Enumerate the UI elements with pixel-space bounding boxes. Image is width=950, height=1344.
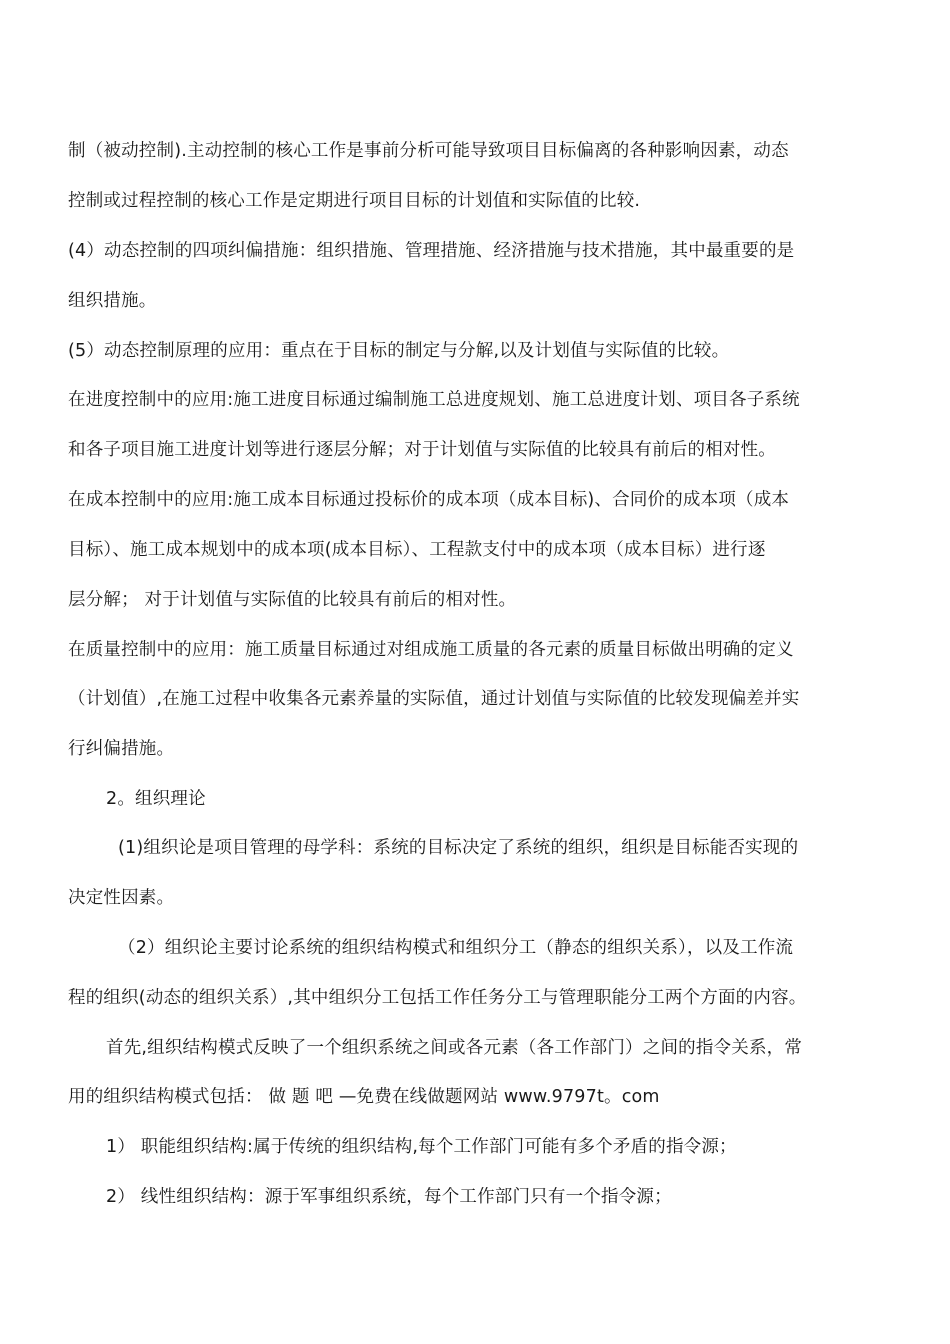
section-heading-organization-theory: 2。组织理论 <box>106 789 206 809</box>
paragraph-line-cost-control: 在成本控制中的应用:施工成本目标通过投标价的成本项（成本目标)、合同价的成本项（成本 <box>68 490 790 510</box>
paragraph-line-schedule-control: 在进度控制中的应用:施工进度目标通过编制施工总进度规划、施工总进度计划、项目各子系统 <box>68 390 800 410</box>
paragraph-line-schedule-control-cont: 和各子项目施工进度计划等进行逐层分解；对于计划值与实际值的比较具有前后的相对性。 <box>68 440 776 460</box>
paragraph-line-corrective-measures: (4）动态控制的四项纠偏措施：组织措施、管理措施、经济措施与技术措施，其中最重要的是 <box>68 241 795 261</box>
paragraph-line-structure-modes: 首先,组织结构模式反映了一个组织系统之间或各元素（各工作部门）之间的指令关系，常 <box>106 1038 803 1058</box>
paragraph-line-organization-structure: （2）组织论主要讨论系统的组织结构模式和组织分工（静态的组织关系），以及工作流 <box>118 938 794 958</box>
paragraph-line-cost-control-cont: 目标）、施工成本规划中的成本项(成本目标）、工程款支付中的成本项（成本目标）进行逐 <box>68 540 766 560</box>
paragraph-line-quality-control-cont: （计划值）,在施工过程中收集各元素养量的实际值，通过计划值与实际值的比较发现偏差并实 <box>68 689 800 709</box>
paragraph-line-structure-modes-cont: 用的组织结构模式包括： 做 题 吧 —免费在线做题网站 www.9797t。com <box>68 1087 660 1107</box>
paragraph-line-principle-application: (5）动态控制原理的应用：重点在于目标的制定与分解,以及计划值与实际值的比较。 <box>68 341 730 361</box>
paragraph-line-cost-control-end: 层分解； 对于计划值与实际值的比较具有前后的相对性。 <box>68 590 517 610</box>
paragraph-line-control-cores-cont: 控制或过程控制的核心工作是定期进行项目目标的计划值和实际值的比较. <box>68 191 641 211</box>
paragraph-line-organization-structure-cont: 程的组织(动态的组织关系）,其中组织分工包括工作任务分工与管理职能分工两个方面的内容。 <box>68 988 807 1008</box>
paragraph-line-organization-discipline-cont: 决定性因素。 <box>68 888 175 908</box>
list-item-linear-structure: 2） 线性组织结构：源于军事组织系统，每个工作部门只有一个指令源； <box>106 1187 672 1207</box>
list-item-functional-structure: 1） 职能组织结构:属于传统的组织结构,每个工作部门可能有多个矛盾的指令源； <box>106 1137 737 1157</box>
paragraph-line-organization-discipline: (1)组织论是项目管理的母学科：系统的目标决定了系统的组织，组织是目标能否实现的 <box>118 838 799 858</box>
paragraph-line-quality-control: 在质量控制中的应用：施工质量目标通过对组成施工质量的各元素的质量目标做出明确的定义 <box>68 640 794 660</box>
paragraph-line-quality-control-end: 行纠偏措施。 <box>68 739 175 759</box>
paragraph-line-control-cores: 制（被动控制).主动控制的核心工作是事前分析可能导致项目目标偏离的各种影响因素，动态 <box>68 141 789 161</box>
paragraph-line-corrective-measures-cont: 组织措施。 <box>68 291 157 311</box>
